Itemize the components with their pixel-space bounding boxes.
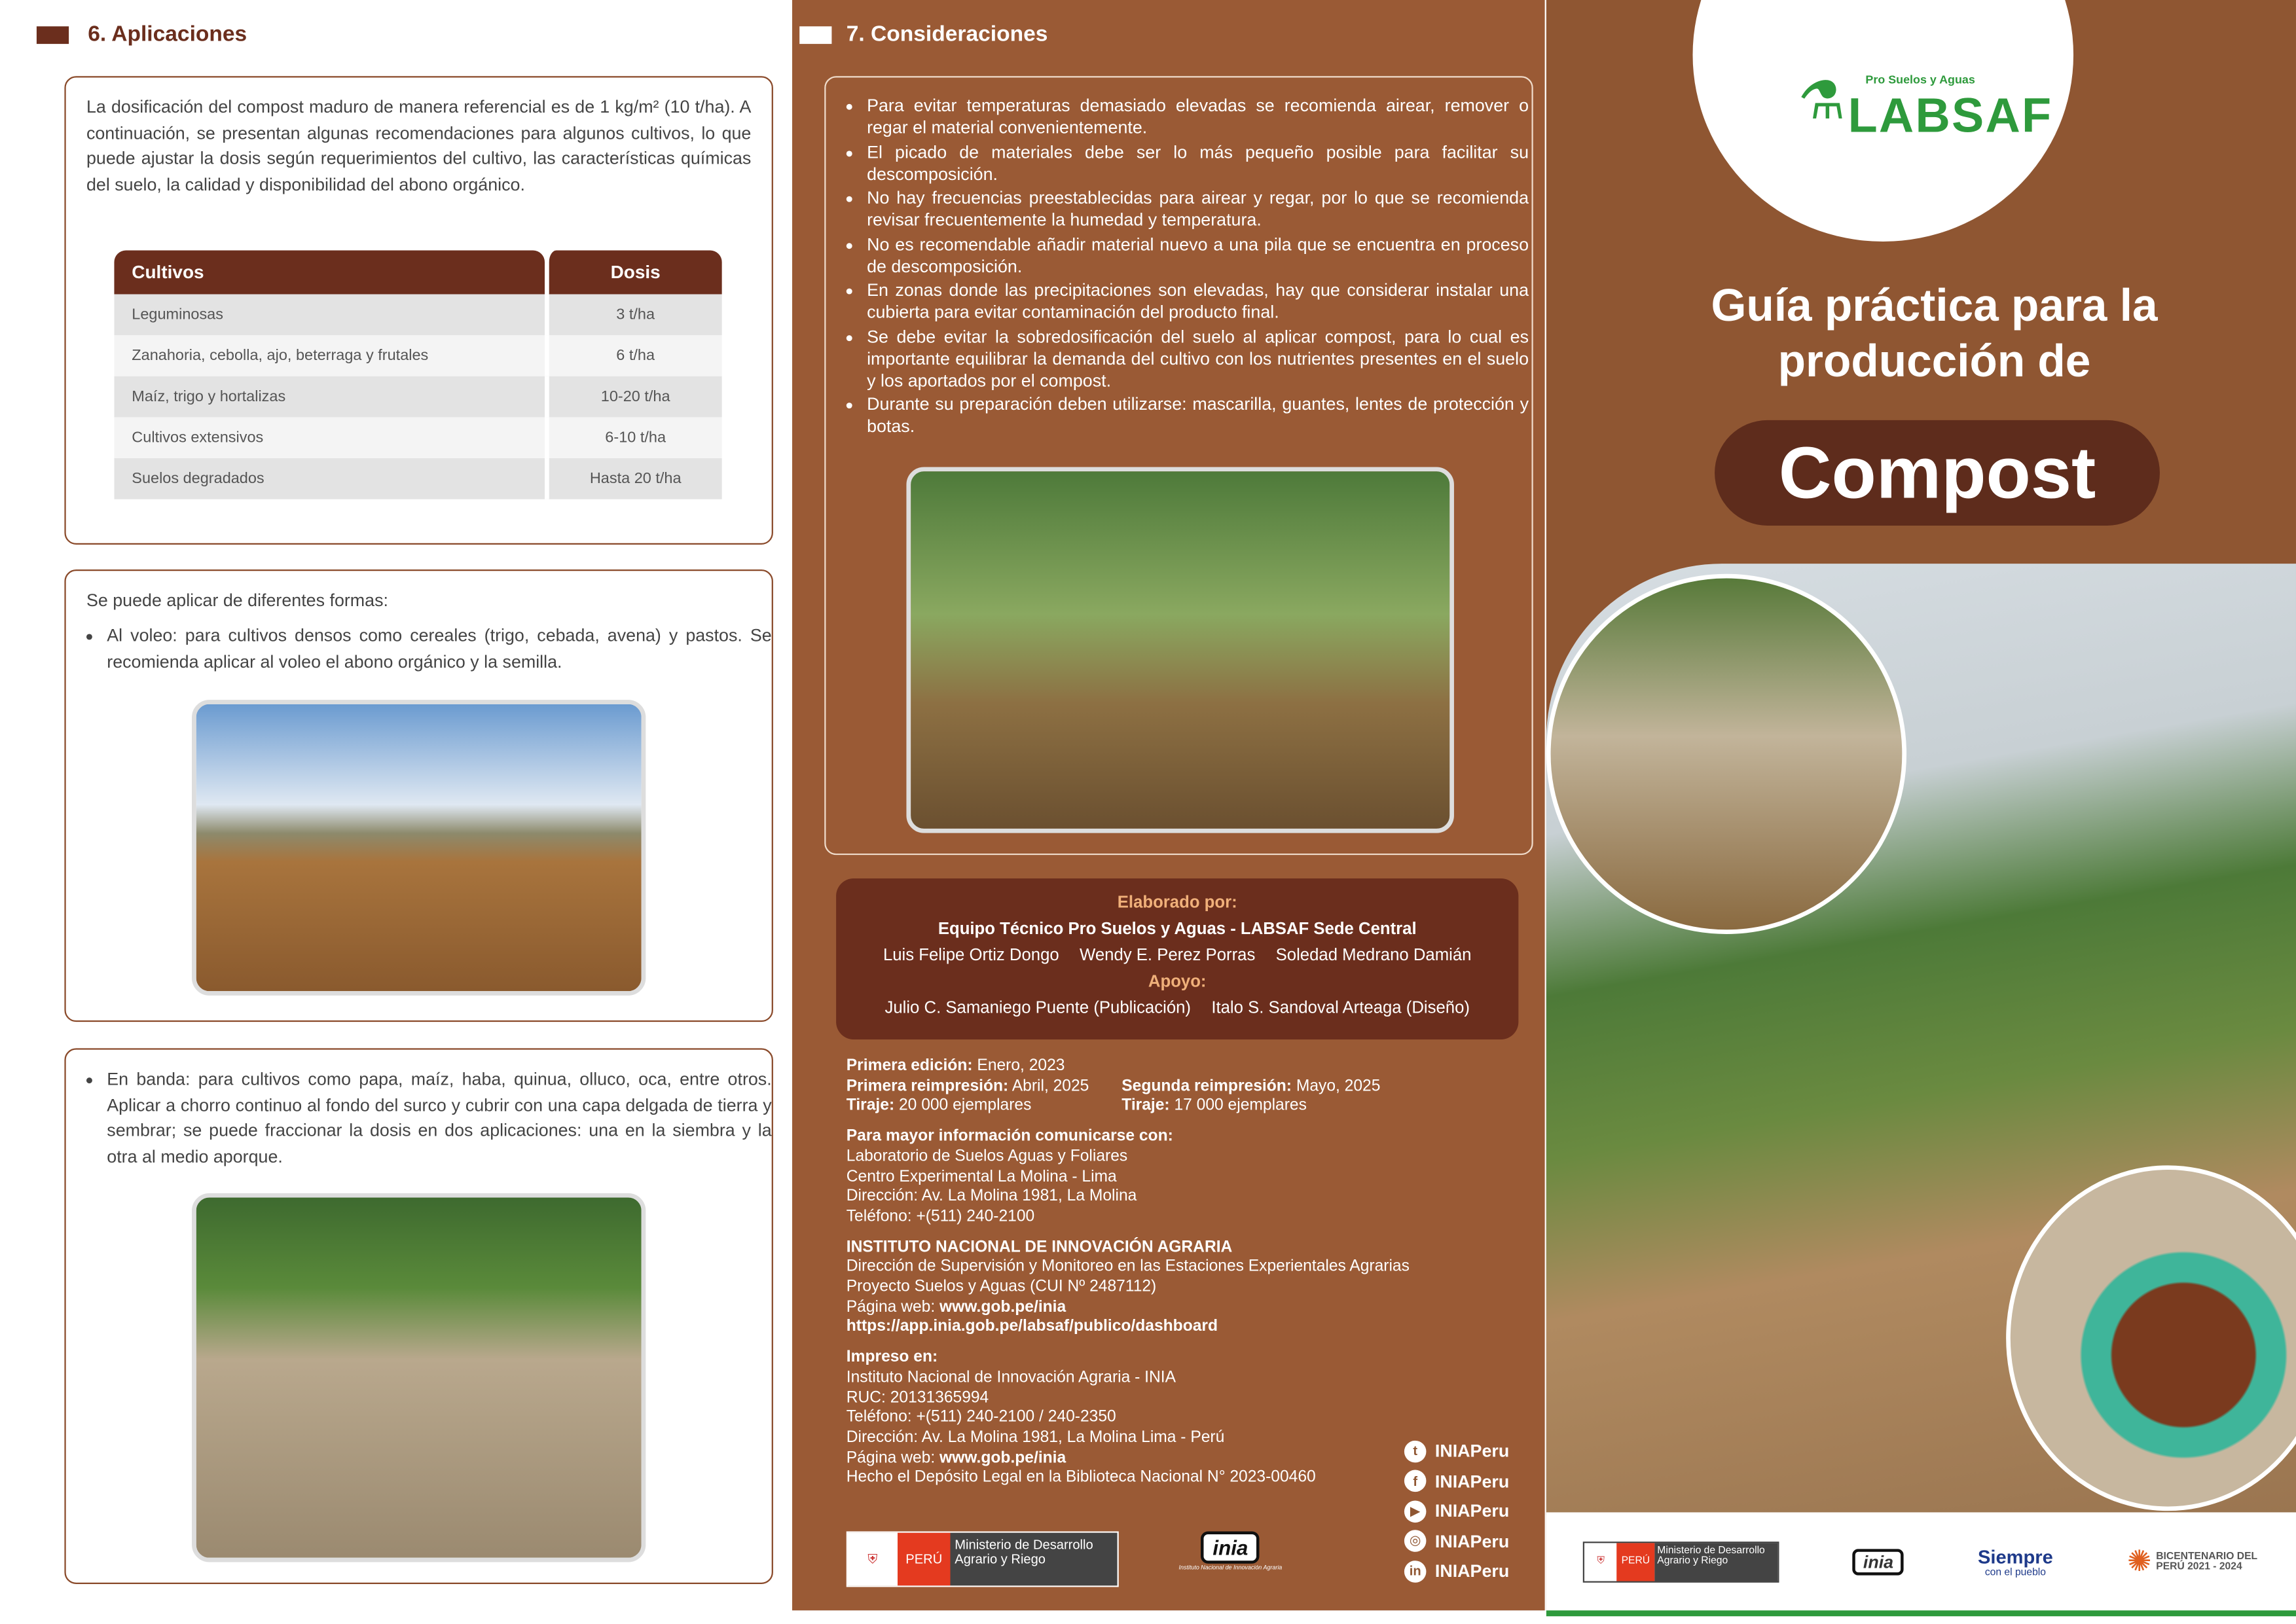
section-title: 7. Consideraciones (846, 22, 1048, 47)
photo-voleo (192, 700, 646, 996)
consideration-item: • Durante su preparación deben utilizarse: mascarilla, guantes, lentes de protección y botas. (867, 394, 1529, 438)
ministerio-logo (1583, 1541, 1778, 1582)
header-cultivos: Cultivos (114, 250, 545, 294)
dosis-cell: 10-20 t/ha (545, 376, 722, 418)
dosis-cell: 6 t/ha (545, 335, 722, 376)
consideration-item: • Para evitar temperaturas demasiado elevadas se recomienda airear, remover o regar el material convenientemente. (867, 95, 1529, 139)
author-name: Luis Felipe Ortiz Dongo (883, 947, 1059, 965)
voleo-item: • Al voleo: para cultivos densos como cereales (trigo, cebada, avena) y pastos. Se recomienda aplicar al voleo el abono orgánico y la semilla. (107, 624, 771, 675)
ministerio-logo (847, 1531, 1119, 1587)
dosage-box (64, 76, 773, 545)
panel-consideraciones (792, 0, 1545, 1610)
contact-line: Laboratorio de Suelos Aguas y Foliares (846, 1147, 1128, 1165)
contact-line: Centro Experimental La Molina - Lima (846, 1167, 1117, 1185)
flask-icon: ⚗ (1798, 70, 1846, 131)
consideration-item: • En zonas donde las precipitaciones son elevadas, hay que considerar instalar una cubierta para evitar contaminación del producto final. (867, 280, 1529, 323)
value: 17 000 ejemplares (1174, 1097, 1307, 1115)
cultivo-cell: Cultivos extensivos (114, 417, 545, 458)
cultivo-cell: Leguminosas (114, 295, 545, 336)
contact-line: Teléfono: +(511) 240-2100 (846, 1208, 1035, 1225)
social-link[interactable] (1404, 1496, 1509, 1526)
considerations-list (847, 95, 1529, 440)
label: Segunda reimpresión: (1121, 1077, 1292, 1095)
consideration-item: • No es recomendable añadir material nuevo a una pila que se encuentra en proceso de descomposición. (867, 234, 1529, 278)
peru-shield-icon: ⛨ (1597, 1555, 1605, 1566)
impreso-line: Teléfono: +(511) 240-2100 / 240-2350 (846, 1409, 1116, 1427)
banda-item: • En banda: para cultivos como papa, maíz, haba, quinua, olluco, oca, entre otros. Aplicar a chorro continuo al fondo del surco y cubrir con una capa delgada de tierra y sembrar; se puede fraccionar la dosis en dos aplicaciones: una en la siembra y la otra al medio aporque. (107, 1067, 771, 1170)
cover-photo-lab (1546, 574, 1906, 934)
team-name: Equipo Técnico Pro Suelos y Aguas - LABSAF Sede Central (938, 920, 1417, 939)
table-row (114, 295, 721, 336)
cover-subject: Compost (1715, 420, 2160, 526)
consideration-item: • No hay frecuencias preestablecidas para airear y regar, por lo que se recomienda revisar frecuentemente la humedad y temperatura. (867, 187, 1529, 231)
contact-title: Para mayor información comunicarse con: (846, 1127, 1173, 1146)
impreso-line: Dirección: Av. La Molina 1981, La Molina Lima - Perú (846, 1428, 1225, 1447)
label: Página web: (846, 1449, 936, 1467)
twitter-icon: t (1404, 1440, 1427, 1462)
inia-line: Proyecto Suelos y Aguas (CUI Nº 2487112) (846, 1278, 1157, 1296)
photo-banda (192, 1193, 646, 1562)
inia-web-link[interactable]: www.gob.pe/inia (939, 1298, 1066, 1316)
dosis-cell: 3 t/ha (545, 295, 722, 336)
label: Tiraje: (846, 1097, 895, 1115)
support-name: Italo S. Sandoval Arteaga (Diseño) (1211, 1000, 1470, 1018)
sun-icon: ✺ (2127, 1545, 2152, 1579)
logo-tagline: Pro Suelos y Aguas (1865, 73, 1975, 86)
impreso-line: RUC: 20131365994 (846, 1388, 989, 1407)
pueblo-label: con el pueblo (1984, 1567, 2046, 1578)
social-link[interactable] (1404, 1557, 1509, 1587)
bicentenario-label: BICENTENARIO DEL PERÚ 2021 - 2024 (2156, 1551, 2257, 1572)
ministerio-label: Ministerio de Desarrollo Agrario y Riego (1654, 1542, 1777, 1580)
impreso-web-link[interactable]: www.gob.pe/inia (939, 1449, 1066, 1467)
instagram-icon: ◎ (1404, 1530, 1427, 1553)
dosis-cell: 6-10 t/ha (545, 417, 722, 458)
section-marker (37, 26, 69, 44)
peru-label: PERÚ (1617, 1542, 1654, 1580)
cultivo-cell: Maíz, trigo y hortalizas (114, 376, 545, 418)
dashboard-link[interactable]: https://app.inia.gob.pe/labsaf/publico/dashboard (846, 1318, 1218, 1336)
impreso-line: Instituto Nacional de Innovación Agraria - INIA (846, 1368, 1176, 1386)
value: Mayo, 2025 (1296, 1077, 1381, 1095)
ministerio-label: Ministerio de Desarrollo Agrario y Riego (951, 1533, 1118, 1586)
cultivo-cell: Suelos degradados (114, 458, 545, 499)
inia-logo: inia (1853, 1548, 1904, 1574)
consideration-item: • El picado de materiales debe ser lo más pequeño posible para facilitar su descomposición. (867, 141, 1529, 185)
peru-shield-icon: ⛨ (848, 1533, 898, 1586)
impreso-title: Impreso en: (846, 1348, 938, 1367)
youtube-icon: ▶ (1404, 1500, 1427, 1523)
dosage-table (114, 250, 721, 499)
header-dosis: Dosis (545, 250, 722, 294)
cover-title: Guía práctica para la producción de (1711, 280, 2158, 387)
social-handle: INIAPeru (1434, 1441, 1510, 1462)
table-row (114, 458, 721, 499)
consideration-item: • Se debe evitar la sobredosificación del suelo al aplicar compost, para lo cual es importante equilibrar la demanda del cultivo con los nutrientes presentes en el suelo y los aportados por el compost. (867, 326, 1529, 392)
considerations-box (824, 76, 1533, 855)
value: Enero, 2023 (977, 1056, 1065, 1075)
intro-text: La dosificación del compost maduro de manera referencial es de 1 kg/m² (10 t/ha). A continuación, se presentan algunas recomendaciones para algunos cultivos, lo que puede ajustar la dosis según requerimientos del cultivo, las características químicas del suelo, la calidad y disponibilidad del abono orgánico. (86, 96, 752, 194)
social-handle: INIAPeru (1434, 1530, 1510, 1552)
voleo-box (64, 569, 773, 1022)
author-name: Wendy E. Perez Porras (1080, 947, 1256, 965)
table-row (114, 376, 721, 418)
contact-line: Dirección: Av. La Molina 1981, La Molina (846, 1187, 1137, 1206)
edition-info (846, 1056, 1410, 1489)
labsaf-logo: LABSAF (1848, 88, 2053, 142)
apoyo-label: Apoyo: (1148, 973, 1207, 992)
forms-intro: Se puede aplicar de diferentes formas: (86, 590, 388, 611)
inia-title: INSTITUTO NACIONAL DE INNOVACIÓN AGRARIA (846, 1238, 1233, 1256)
support-name: Julio C. Samaniego Puente (Publicación) (884, 1000, 1192, 1018)
siempre-label: Siempre (1978, 1545, 2053, 1568)
linkedin-icon: in (1404, 1561, 1427, 1583)
inia-subtitle: Instituto Nacional de Innovación Agraria (1178, 1563, 1283, 1571)
cultivo-cell: Zanahoria, cebolla, ajo, beterraga y frutales (114, 335, 545, 376)
table-row (114, 417, 721, 458)
value: 20 000 ejemplares (898, 1097, 1032, 1115)
social-handle: INIAPeru (1434, 1471, 1510, 1492)
social-link[interactable] (1404, 1526, 1509, 1557)
credits-box (836, 878, 1518, 1039)
cover-footer (1546, 1512, 2296, 1616)
table-row (114, 335, 721, 376)
inia-line: Dirección de Supervisión y Monitoreo en las Estaciones Experientales Agrarias (846, 1257, 1410, 1276)
section-marker (799, 26, 831, 44)
label: Página web: (846, 1298, 936, 1316)
social-handle: INIAPeru (1434, 1501, 1510, 1522)
dosis-cell: Hasta 20 t/ha (545, 458, 722, 499)
social-link[interactable] (1404, 1436, 1509, 1466)
facebook-icon: f (1404, 1470, 1427, 1492)
cover-panel (1546, 0, 2296, 1610)
photo-compost-pile (906, 467, 1453, 833)
peru-label: PERÚ (898, 1533, 951, 1586)
banda-box (64, 1048, 773, 1584)
panel-aplicaciones (0, 0, 791, 1623)
elaborado-label: Elaborado por: (1117, 894, 1237, 912)
social-handle: INIAPeru (1434, 1561, 1510, 1582)
label: Tiraje: (1121, 1097, 1170, 1115)
bicentenario-logo (2127, 1543, 2259, 1579)
siempre-logo (1978, 1545, 2053, 1578)
value: Abril, 2025 (1011, 1077, 1089, 1095)
social-links (1404, 1436, 1509, 1586)
deposito-legal: Hecho el Depósito Legal en la Biblioteca Nacional N° 2023-00460 (846, 1469, 1316, 1487)
inia-wordmark: inia (1201, 1531, 1260, 1563)
social-link[interactable] (1404, 1466, 1509, 1496)
inia-logo (1178, 1531, 1282, 1570)
author-name: Soledad Medrano Damián (1275, 947, 1472, 965)
section-title: 6. Aplicaciones (88, 22, 247, 47)
label: Primera reimpresión: (846, 1077, 1009, 1095)
label: Primera edición: (846, 1056, 973, 1075)
